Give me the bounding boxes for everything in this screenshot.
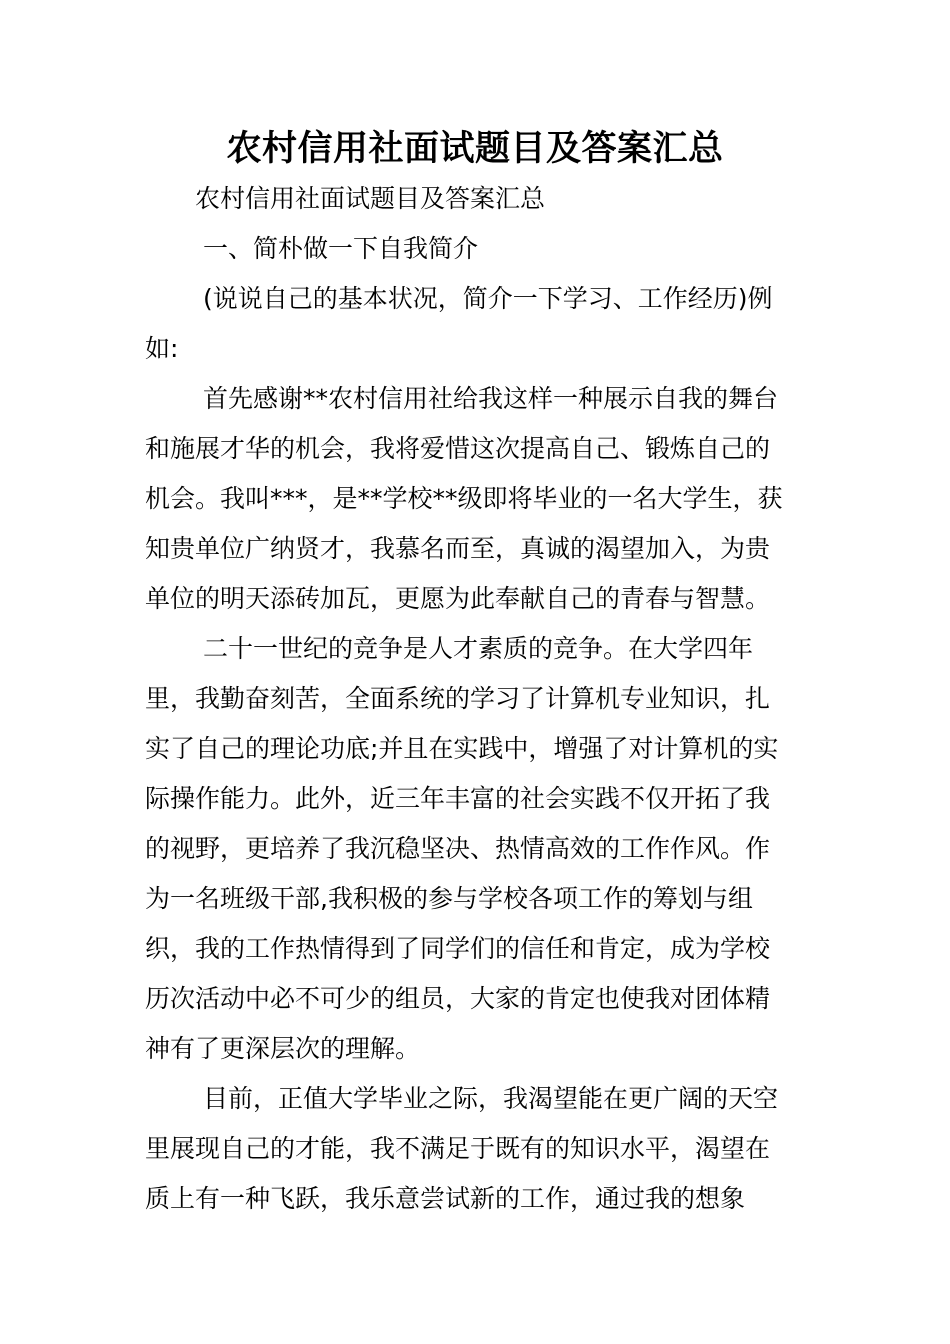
text-line: 如:: [145, 334, 179, 363]
text-line: 实了自己的理论功底;并且在实践中，增强了对计算机的实: [145, 734, 779, 763]
text-line: (说说自己的基本状况，简介一下学习、工作经历)例: [203, 284, 773, 313]
text-line: 和施展才华的机会，我将爱惜这次提高自己、锻炼自己的: [145, 434, 771, 463]
text-line: 神有了更深层次的理解。: [145, 1034, 421, 1063]
document-subtitle: 农村信用社面试题目及答案汇总: [195, 184, 546, 213]
text-line: 里，我勤奋刻苦，全面系统的学习了计算机专业知识，扎: [145, 684, 771, 713]
text-line: 机会。我叫***，是**学校**级即将毕业的一名大学生，获: [145, 484, 783, 513]
text-line: 首先感谢**农村信用社给我这样一种展示自我的舞台: [203, 384, 779, 413]
text-line: 单位的明天添砖加瓦，更愿为此奉献自己的青春与智慧。: [145, 584, 771, 613]
text-line: 的视野，更培养了我沉稳坚决、热情高效的工作作风。作: [145, 834, 771, 863]
text-line: 历次活动中必不可少的组员，大家的肯定也使我对团体精: [145, 984, 771, 1013]
text-line: 质上有一种飞跃，我乐意尝试新的工作，通过我的想象: [145, 1184, 746, 1213]
text-line: 织，我的工作热情得到了同学们的信任和肯定，成为学校: [145, 934, 771, 963]
text-line: 二十一世纪的竞争是人才素质的竞争。在大学四年: [203, 634, 754, 663]
text-line: 知贵单位广纳贤才，我慕名而至，真诚的渴望加入，为贵: [145, 534, 771, 563]
text-line: 为一名班级干部,我积极的参与学校各项工作的筹划与组: [145, 884, 753, 913]
document-body: [145, 174, 800, 1224]
paragraph-lines: [145, 224, 800, 1224]
text-line: 目前，正值大学毕业之际，我渴望能在更广阔的天空: [203, 1084, 779, 1113]
text-line: 际操作能力。此外，近三年丰富的社会实践不仅开拓了我: [145, 784, 771, 813]
text-line: 里展现自己的才能，我不满足于既有的知识水平，渴望在: [145, 1134, 771, 1163]
document-title: 农村信用社面试题目及答案汇总: [226, 129, 724, 169]
text-line: 一、简朴做一下自我简介: [203, 234, 479, 263]
